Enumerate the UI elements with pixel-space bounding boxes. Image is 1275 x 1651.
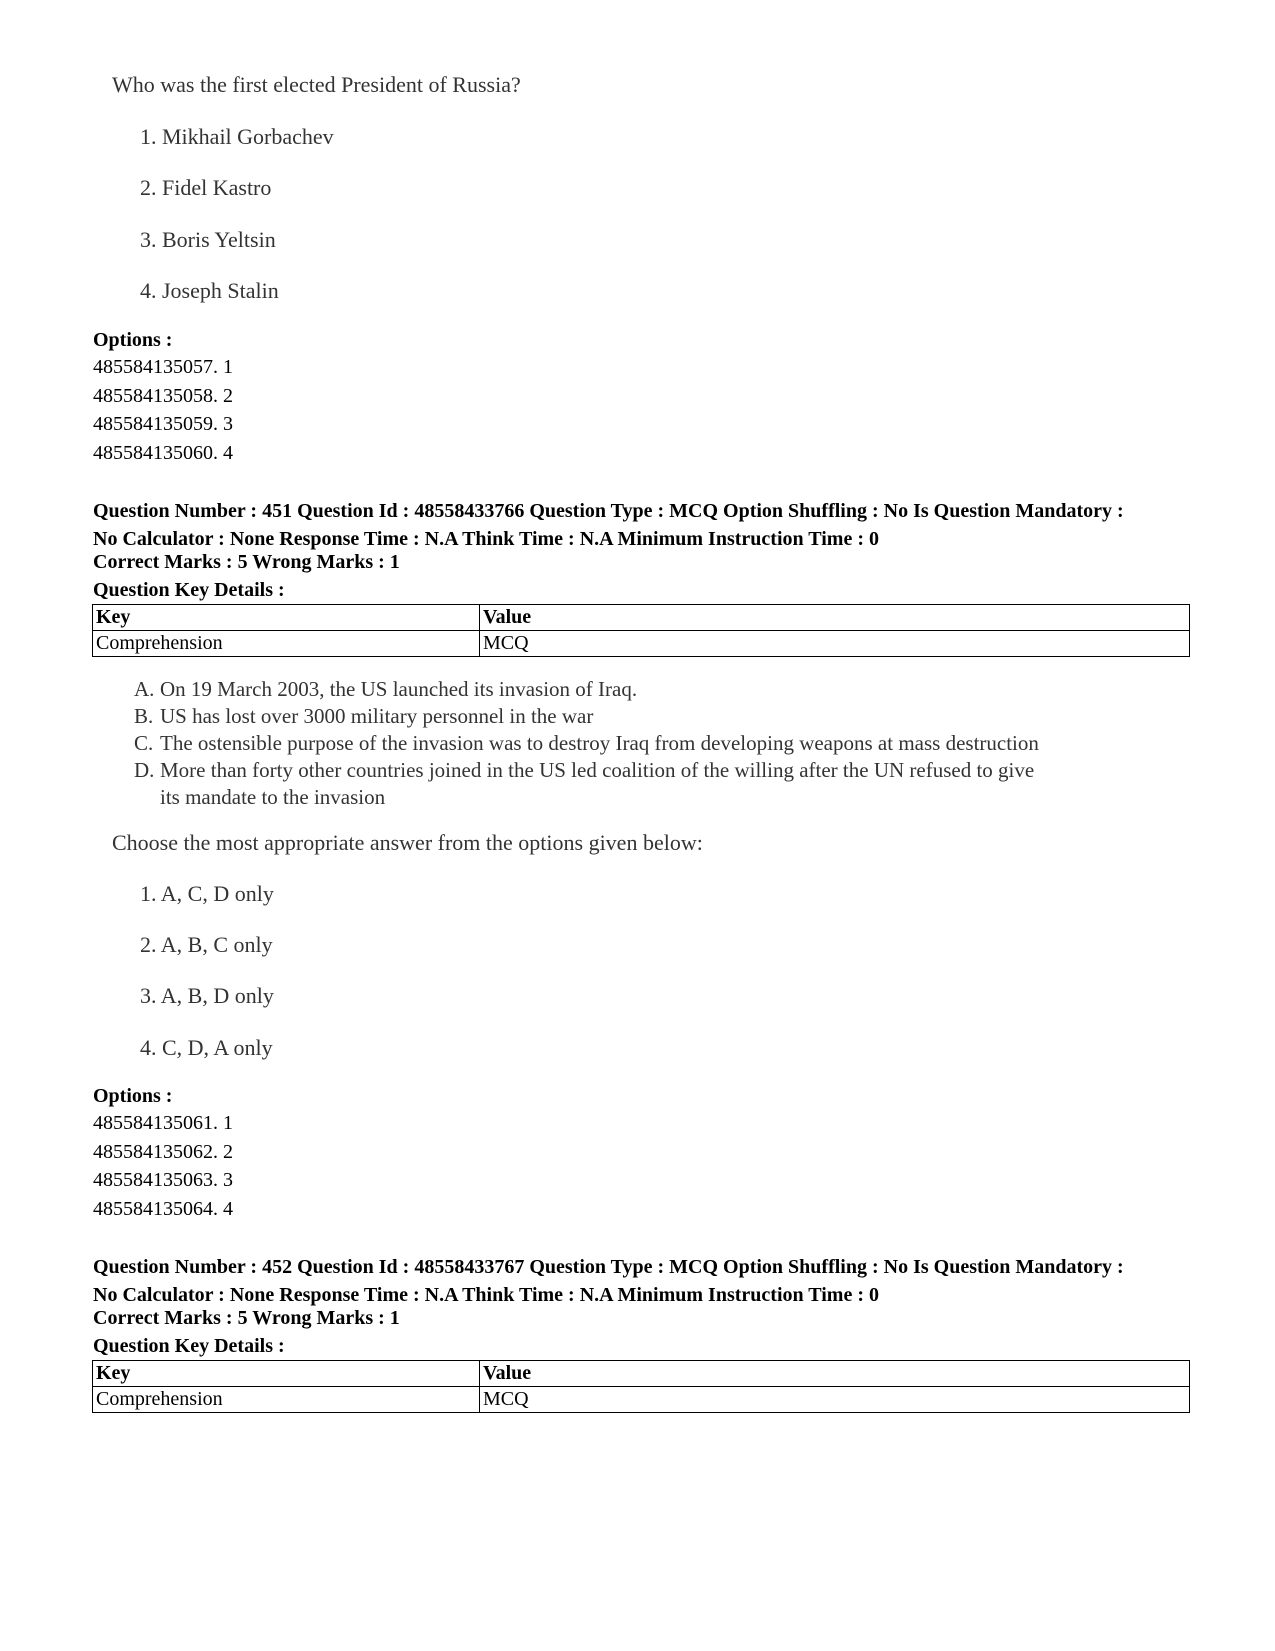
answer-choice: 1. Mikhail Gorbachev [140,124,334,149]
option-id-list [93,1109,233,1223]
key-details-table [92,604,1190,657]
option-id: 485584135061. 1 [93,1112,233,1134]
question-meta-line: No Calculator : None Response Time : N.A Think Time : N.A Minimum Instruction Time : 0 [93,1284,879,1306]
answer-choice: 4. Joseph Stalin [140,278,279,303]
instruction-text: Choose the most appropriate answer from the options given below: [112,830,703,855]
key-details-heading: Question Key Details : [93,579,285,601]
answer-choice: 2. A, B, C only [140,932,273,957]
statement-item: A. On 19 March 2003, the US launched its invasion of Iraq. [134,677,638,701]
table-header-value: Value [480,1361,1190,1387]
option-id: 485584135057. 1 [93,356,233,378]
statement-item: C. The ostensible purpose of the invasion was to destroy Iraq from developing weapons at mass destruction [134,731,1039,755]
statement-list [134,676,1154,811]
table-header-row [93,605,1190,631]
question-meta-line: No Calculator : None Response Time : N.A Think Time : N.A Minimum Instruction Time : 0 [93,528,879,550]
answer-choice: 4. C, D, A only [140,1035,273,1060]
question-meta [93,497,1124,553]
option-id: 485584135062. 2 [93,1140,233,1163]
key-details-heading: Question Key Details : [93,1335,285,1357]
answer-choice: 3. A, B, D only [140,983,274,1008]
question-meta-line: Question Number : 451 Question Id : 48558433766 Question Type : MCQ Option Shuffling : No Is Question Mandatory : [93,500,1124,522]
answer-choice: 1. A, C, D only [140,881,274,906]
key-details-table [92,1360,1190,1413]
question-text: Who was the first elected President of Russia? [112,72,521,97]
question-meta [93,1253,1124,1309]
options-heading: Options : [93,329,173,351]
table-cell-value: MCQ [480,1387,1190,1413]
option-id: 485584135059. 3 [93,413,233,435]
table-cell-value: MCQ [480,631,1190,657]
table-header-value: Value [480,605,1190,631]
table-cell-key: Comprehension [93,1387,480,1413]
table-cell-key: Comprehension [93,631,480,657]
answer-choice: 2. Fidel Kastro [140,175,272,200]
options-heading: Options : [93,1085,173,1107]
table-header-row [93,1361,1190,1387]
option-id: 485584135060. 4 [93,441,233,464]
option-id: 485584135058. 2 [93,384,233,407]
option-id: 485584135064. 4 [93,1197,233,1220]
marks-line: Correct Marks : 5 Wrong Marks : 1 [93,1307,400,1329]
table-row [93,631,1190,657]
question-meta-line: Question Number : 452 Question Id : 48558433767 Question Type : MCQ Option Shuffling : No Is Question Mandatory : [93,1256,1124,1278]
option-id-list [93,353,233,467]
answer-choice: 3. Boris Yeltsin [140,227,276,252]
table-header-key: Key [93,1361,480,1387]
table-row [93,1387,1190,1413]
statement-item: D. More than forty other countries joined in the US led coalition of the willing after the UN refused to give [134,758,1035,782]
marks-line: Correct Marks : 5 Wrong Marks : 1 [93,551,400,573]
table-header-key: Key [93,605,480,631]
statement-continuation: its mandate to the invasion [160,785,386,809]
statement-item: B. US has lost over 3000 military personnel in the war [134,704,594,728]
option-id: 485584135063. 3 [93,1169,233,1191]
